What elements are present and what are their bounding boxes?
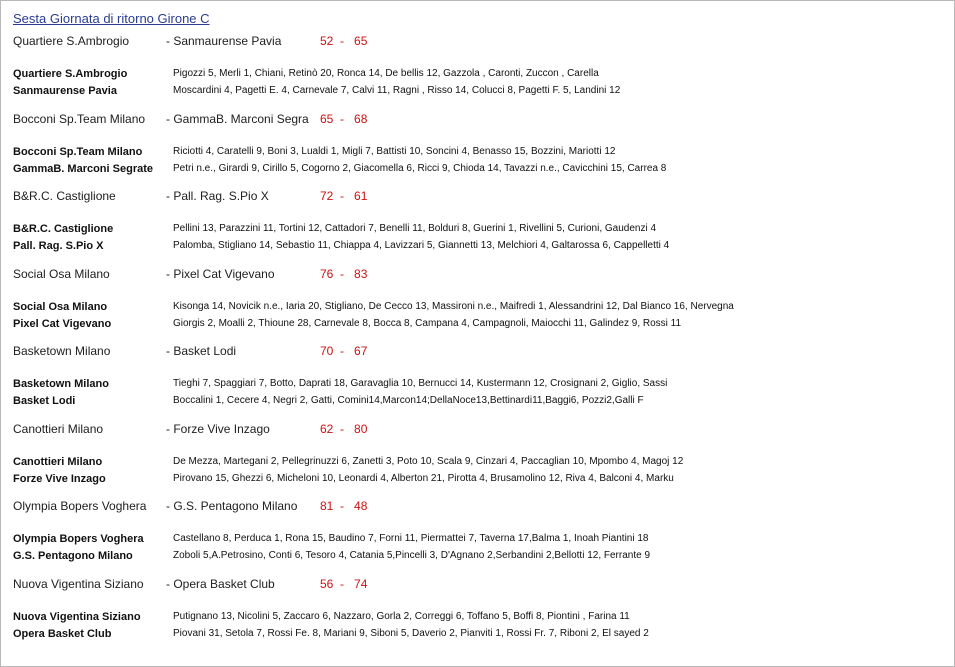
home-roster-team: Basketown Milano bbox=[13, 378, 109, 390]
away-roster-players: Moscardini 4, Pagetti E. 4, Carnevale 7, Calvi 11, Ragni , Risso 14, Colucci 8, Pagetti F. 5, Landini 12 bbox=[173, 85, 621, 96]
away-roster-players: Giorgis 2, Moalli 2, Thioune 28, Carnevale 8, Bocca 8, Campana 4, Campagnoli, Maiocchi 11, Galindez 9, Rossi 11 bbox=[173, 318, 682, 329]
home-roster-team: Quartiere S.Ambrogio bbox=[13, 68, 128, 80]
match-score: 62 - 80 bbox=[320, 422, 368, 436]
away-roster-team: G.S. Pentagono Milano bbox=[13, 550, 133, 562]
away-roster-team: Pall. Rag. S.Pio X bbox=[13, 240, 104, 252]
away-roster-team: Pixel Cat Vigevano bbox=[13, 318, 112, 330]
match-score: 81 - 48 bbox=[320, 499, 368, 513]
page-title[interactable]: Sesta Giornata di ritorno Girone C bbox=[13, 11, 210, 26]
away-team-name: - G.S. Pentagono Milano bbox=[166, 499, 298, 513]
away-team-name: - Pixel Cat Vigevano bbox=[166, 267, 275, 281]
home-roster-team: Olympia Bopers Voghera bbox=[13, 533, 144, 545]
home-team-name: Canottieri Milano bbox=[13, 422, 104, 436]
away-roster-players: Zoboli 5,A.Petrosino, Conti 6, Tesoro 4, Catania 5,Pincelli 3, D'Agnano 2,Serbandini 2,Bellotti 12, Ferrante 9 bbox=[173, 550, 651, 561]
match-score: 65 - 68 bbox=[320, 112, 368, 126]
away-team-name: - GammaB. Marconi Segra bbox=[166, 112, 309, 126]
home-roster-players: Castellano 8, Perduca 1, Rona 15, Baudino 7, Forni 11, Piermattei 7, Taverna 17,Balma 1, Inoah Piantini 18 bbox=[173, 533, 649, 544]
away-team-name: - Forze Vive Inzago bbox=[166, 422, 270, 436]
home-roster-team: B&R.C. Castiglione bbox=[13, 223, 114, 235]
match-score: 70 - 67 bbox=[320, 344, 368, 358]
away-roster-team: Sanmaurense Pavia bbox=[13, 85, 117, 97]
away-team-name: - Basket Lodi bbox=[166, 344, 237, 358]
home-team-name: Basketown Milano bbox=[13, 344, 111, 358]
home-team-name: Quartiere S.Ambrogio bbox=[13, 34, 130, 48]
home-team-name: B&R.C. Castiglione bbox=[13, 189, 116, 203]
home-roster-players: De Mezza, Martegani 2, Pellegrinuzzi 6, Zanetti 3, Poto 10, Scala 9, Cinzari 4, Paccaglian 10, Mpombo 4, Magoj 12 bbox=[173, 456, 684, 467]
away-roster-players: Petri n.e., Girardi 9, Cirillo 5, Cogorno 2, Giacomella 6, Ricci 9, Chioda 14, Tavazzi n.e., Cavicchini 15, Carrea 8 bbox=[173, 163, 667, 174]
home-roster-players: Kisonga 14, Novicik n.e., Iaria 20, Stigliano, De Cecco 13, Massironi n.e., Maifredi 1, Alessandrini 12, Dal Bianco 16, Nervegna bbox=[173, 301, 734, 312]
home-roster-team: Canottieri Milano bbox=[13, 456, 103, 468]
match-score: 56 - 74 bbox=[320, 577, 368, 591]
away-roster-team: Opera Basket Club bbox=[13, 628, 112, 640]
match-score: 72 - 61 bbox=[320, 189, 368, 203]
away-roster-players: Boccalini 1, Cecere 4, Negri 2, Gatti, Comini14,Marcon14;DellaNoce13,Bettinardi11,Baggi6, Pozzi2,Galli F bbox=[173, 395, 644, 406]
home-roster-players: Pigozzi 5, Merli 1, Chiani, Retinò 20, Ronca 14, De bellis 12, Gazzola , Caronti, Zuccon , Carella bbox=[173, 68, 599, 79]
away-roster-players: Piovani 31, Setola 7, Rossi Fe. 8, Mariani 9, Siboni 5, Daverio 2, Pianviti 1, Rossi Fr. 7, Riboni 2, El sayed 2 bbox=[173, 628, 649, 639]
match-score: 52 - 65 bbox=[320, 34, 368, 48]
home-roster-players: Putignano 13, Nicolini 5, Zaccaro 6, Nazzaro, Gorla 2, Correggi 6, Toffano 5, Boffi 8, Piontini , Farina 11 bbox=[173, 611, 630, 622]
home-roster-players: Pellini 13, Parazzini 11, Tortini 12, Cattadori 7, Benelli 11, Bolduri 8, Guerini 1, Rivellini 5, Curioni, Gaudenzi 4 bbox=[173, 223, 657, 234]
away-roster-team: Forze Vive Inzago bbox=[13, 473, 106, 485]
home-team-name: Nuova Vigentina Siziano bbox=[13, 577, 144, 591]
home-team-name: Bocconi Sp.Team Milano bbox=[13, 112, 146, 126]
home-team-name: Olympia Bopers Voghera bbox=[13, 499, 147, 513]
away-team-name: - Sanmaurense Pavia bbox=[166, 34, 282, 48]
away-roster-players: Pirovano 15, Ghezzi 6, Micheloni 10, Leonardi 4, Alberton 21, Pirotta 4, Brusamolino 12, Riva 4, Balconi 4, Marku bbox=[173, 473, 674, 484]
home-roster-team: Bocconi Sp.Team Milano bbox=[13, 146, 143, 158]
home-team-name: Social Osa Milano bbox=[13, 267, 110, 281]
away-team-name: - Pall. Rag. S.Pio X bbox=[166, 189, 269, 203]
match-score: 76 - 83 bbox=[320, 267, 368, 281]
away-roster-team: Basket Lodi bbox=[13, 395, 76, 407]
home-roster-players: Tieghi 7, Spaggiari 7, Botto, Daprati 18, Garavaglia 10, Bernucci 14, Kustermann 12, Crosignani 2, Giglio, Sassi bbox=[173, 378, 668, 389]
away-roster-team: GammaB. Marconi Segrate bbox=[13, 163, 153, 175]
away-team-name: - Opera Basket Club bbox=[166, 577, 275, 591]
home-roster-team: Social Osa Milano bbox=[13, 301, 108, 313]
home-roster-players: Riciotti 4, Caratelli 9, Boni 3, Lualdi 1, Migli 7, Battisti 10, Soncini 4, Benasso 15, Bozzini, Mariotti 12 bbox=[173, 146, 616, 157]
home-roster-team: Nuova Vigentina Siziano bbox=[13, 611, 141, 623]
away-roster-players: Palomba, Stigliano 14, Sebastio 11, Chiappa 4, Lavizzari 5, Giannetti 13, Melchiori 4, Galtarossa 6, Cappelletti 4 bbox=[173, 240, 670, 251]
